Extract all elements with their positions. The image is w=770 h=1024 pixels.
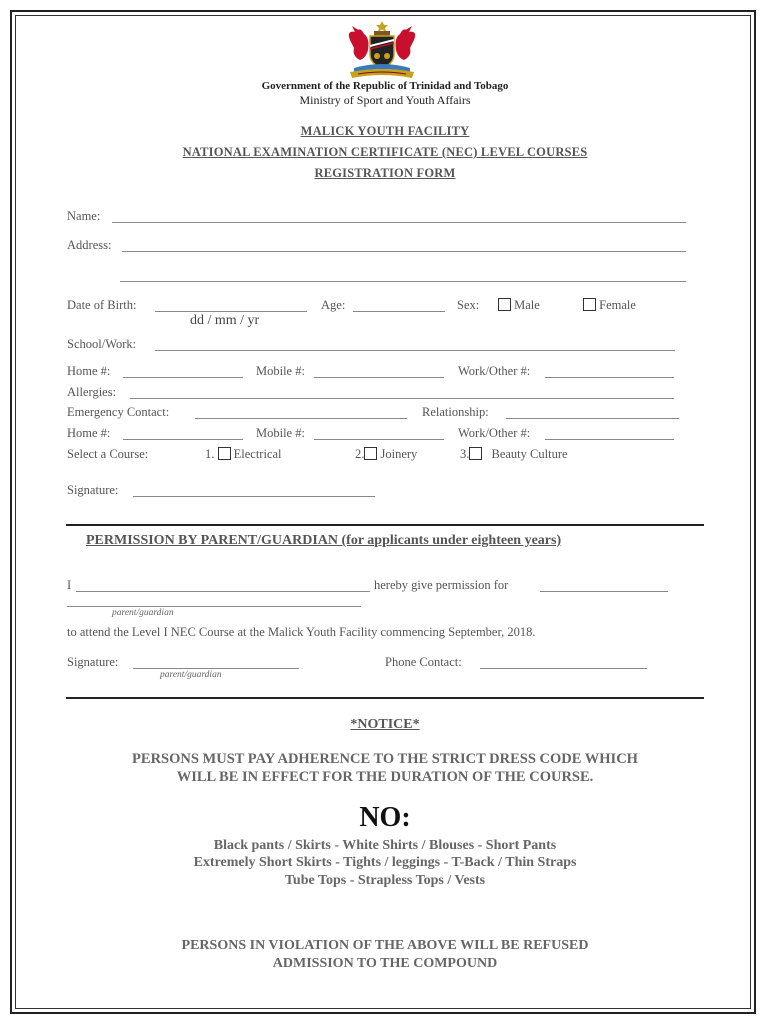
dob-label: Date of Birth: [67,298,137,312]
female-checkbox[interactable] [583,298,596,311]
work2-field[interactable] [545,439,674,440]
beauty-culture-checkbox[interactable] [469,447,482,460]
work-field[interactable] [545,377,674,378]
address-label: Address: [67,238,112,252]
male-option[interactable] [498,298,540,313]
address-field-line1[interactable] [122,251,686,252]
ministry-line: Ministry of Sport and Youth Affairs [299,93,471,107]
prohibited-items-line1: Black pants / Skirts - White Shirts / Blouses - Short Pants [213,838,557,853]
applicant-name-field[interactable] [540,591,668,592]
allergies-label: Allergies: [67,385,117,399]
course1-number: 1. [205,447,215,461]
form-title: REGISTRATION FORM [314,166,456,180]
mobile2-field[interactable] [314,439,444,440]
attend-text: to attend the Level I NEC Course at the Malick Youth Facility commencing September, 2018. [67,625,536,639]
home-field[interactable] [123,377,243,378]
phone-contact-label: Phone Contact: [385,655,462,669]
phone-contact-field[interactable] [480,668,647,669]
prohibited-items-line3: Tube Tops - Strapless Tops / Vests [284,873,486,888]
violation-line2: ADMISSION TO THE COMPOUND [272,956,498,971]
section-divider-top [66,524,704,526]
course-option-beauty[interactable] [460,447,568,462]
sex-label: Sex: [457,298,480,312]
relationship-label: Relationship: [422,405,489,419]
course2-number: 2. [355,447,365,461]
guardian-name-field[interactable] [76,591,370,592]
home2-label: Home #: [67,426,111,440]
guardian-caption: parent/guardian [112,608,174,618]
course-option-joinery[interactable] [355,447,417,462]
guardian-name-field-line2[interactable] [67,606,361,607]
government-line: Government of the Republic of Trinidad and Tobago [261,80,509,92]
violation-line1: PERSONS IN VIOLATION OF THE ABOVE WILL BE REFUSED [181,938,589,953]
course-label: Select a Course: [67,447,149,461]
mobile-field[interactable] [314,377,444,378]
work2-label: Work/Other #: [458,426,531,440]
applicant-signature-label: Signature: [67,483,119,497]
school-field[interactable] [155,350,675,351]
work-label: Work/Other #: [458,364,531,378]
name-label: Name: [67,209,101,223]
electrical-label: Electrical [233,447,282,461]
home-label: Home #: [67,364,111,378]
joinery-checkbox[interactable] [364,447,377,460]
permission-title: PERMISSION BY PARENT/GUARDIAN (for applicants under eighteen years) [86,533,562,548]
no-heading: NO: [359,802,411,833]
mobile2-label: Mobile #: [256,426,305,440]
address-field-line2[interactable] [120,281,686,282]
male-label: Male [514,298,540,312]
signature-caption: parent/guardian [160,670,222,680]
guardian-signature-field[interactable] [133,668,299,669]
course-option-electrical[interactable] [205,447,282,462]
dob-field[interactable] [155,311,307,312]
emergency-field[interactable] [195,418,407,419]
guardian-signature-label: Signature: [67,655,119,669]
course3-number: 3. [460,447,470,461]
notice-title: *NOTICE* [350,717,420,732]
course-heading: NATIONAL EXAMINATION CERTIFICATE (NEC) LEVEL COURSES [182,145,588,159]
name-field[interactable] [112,222,686,223]
section-divider-bottom [66,697,704,699]
female-option[interactable] [583,298,636,313]
mobile-label: Mobile #: [256,364,305,378]
beauty-culture-label: Beauty Culture [491,447,568,461]
notice-line2: WILL BE IN EFFECT FOR THE DURATION OF THE COURSE. [176,769,594,785]
give-permission-text: hereby give permission for [374,578,509,592]
allergies-field[interactable] [130,398,674,399]
facility-heading: MALICK YOUTH FACILITY [300,124,470,138]
male-checkbox[interactable] [498,298,511,311]
relationship-field[interactable] [506,418,679,419]
prohibited-items-line2: Extremely Short Skirts - Tights / leggings - T-Back / Thin Straps [193,855,577,870]
notice-line1: PERSONS MUST PAY ADHERENCE TO THE STRICT DRESS CODE WHICH [132,751,638,767]
coat-of-arms-icon [344,20,420,80]
female-label: Female [599,298,636,312]
age-label: Age: [321,298,346,312]
electrical-checkbox[interactable] [218,447,231,460]
joinery-label: Joinery [380,447,418,461]
applicant-signature-field[interactable] [133,496,375,497]
permission-i-label: I [67,578,72,592]
emergency-label: Emergency Contact: [67,405,170,419]
dob-hint: dd / mm / yr [190,313,260,328]
age-field[interactable] [353,311,445,312]
school-label: School/Work: [67,337,137,351]
home2-field[interactable] [123,439,243,440]
